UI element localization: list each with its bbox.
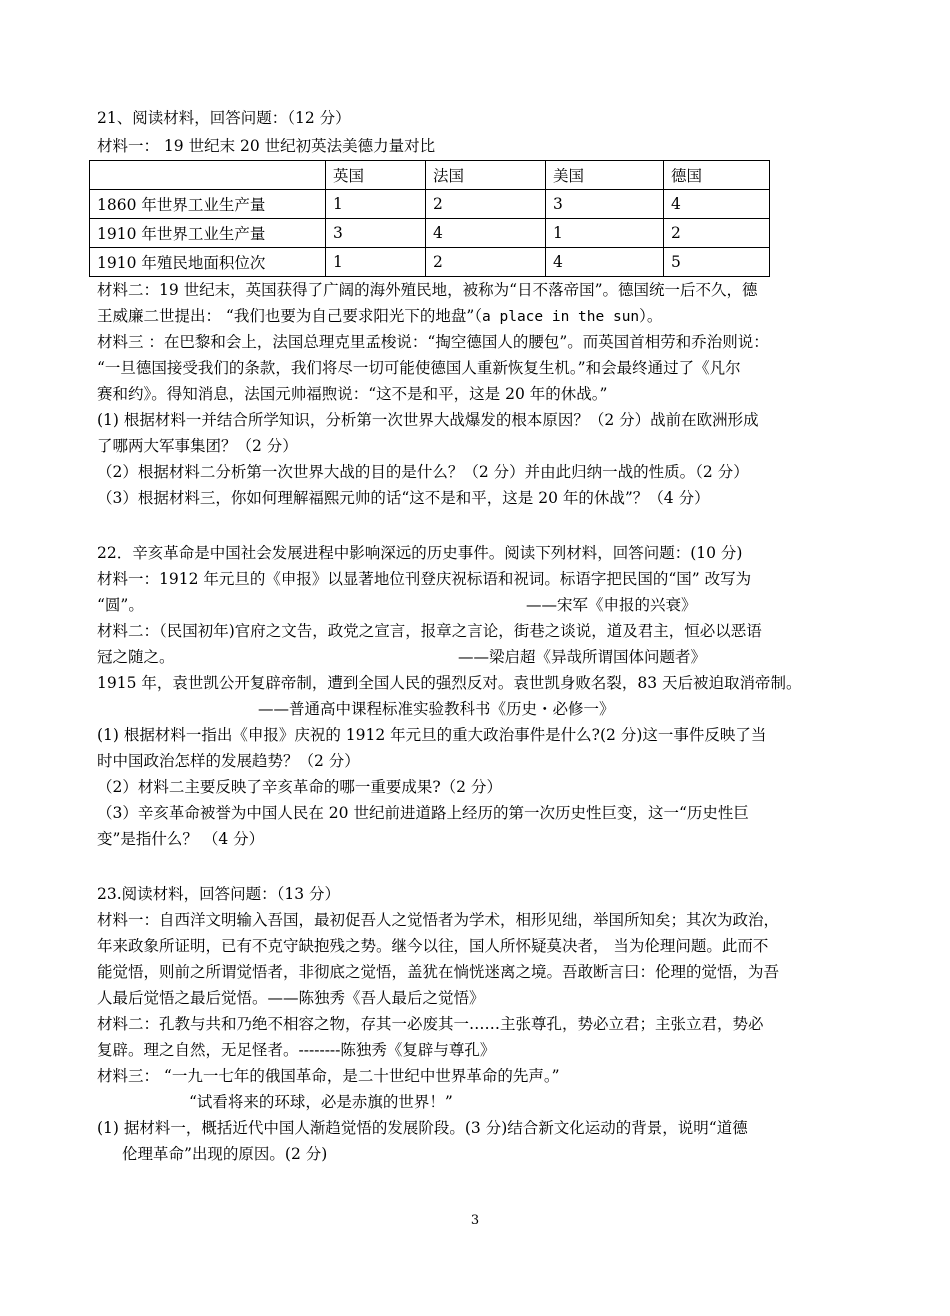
q21-question3: （3）根据材料三，你如何理解福熙元帅的话“这不是和平，这是 20 年的休战”？（4 分） (97, 489, 710, 507)
q21-heading: 21、阅读材料，回答问题：（12 分） (97, 109, 351, 127)
q21-material2-line2 (97, 306, 662, 327)
table-cell: 5 (664, 248, 770, 277)
q23-material2-line1: 材料二：孔教与共和乃绝不相容之物，存其一必废其一……主张尊孔，势必立君；主张立君，势必 (97, 1015, 764, 1033)
q22-heading: 22．辛亥革命是中国社会发展进程中影响深远的历史事件。阅读下列材料，回答问题：(10 分) (97, 544, 743, 562)
table-row (90, 190, 770, 219)
q22-material1-line2: “圆”。 (97, 596, 144, 614)
q23-question1-line1: (1) 据材料一，概括近代中国人渐趋觉悟的发展阶段。(3 分)结合新文化运动的背景，说明“道德 (97, 1119, 748, 1137)
table-cell: 1910 年殖民地面积位次 (90, 248, 326, 277)
table-cell: 4 (426, 219, 546, 248)
q23-material1-line3: 能觉悟，则前之所谓觉悟者，非彻底之觉悟，盖犹在惝恍迷离之境。吾敢断言曰：伦理的觉悟，为吾 (97, 963, 780, 981)
q22-material2-line2: 冠之随之。 (97, 648, 175, 666)
q22-material2-line1: 材料二：（民国初年)官府之文告，政党之宣言，报章之言论，街巷之谈说，道及君主，恒必以恶语 (97, 622, 762, 640)
q21-question2: （2）根据材料二分析第一次世界大战的目的是什么？（2 分）并由此归纳一战的性质。（2 分） (97, 463, 749, 481)
table-cell (90, 161, 326, 190)
q21-material2-text: 王威廉二世提出： “我们也要为自己要求阳光下的地盘”（ (97, 307, 483, 325)
q22-question3-line2: 变”是指什么？ （4 分） (97, 830, 265, 848)
q21-material3-line2: “一旦德国接受我们的条款，我们将尽一切可能使德国人重新恢复生机。”和会最终通过了《凡尔 (97, 359, 741, 377)
q23-material2-line2: 复辟。理之自然，无足怪者。--------陈独秀《复辟与尊孔》 (97, 1041, 496, 1059)
q22-material1-line1: 材料一：1912 年元旦的《申报》以显著地位刊登庆祝标语和祝词。标语字把民国的“国” 改写为 (97, 570, 752, 588)
table-cell: 4 (546, 248, 664, 277)
q22-question1-line1: (1) 根据材料一指出《申报》庆祝的 1912 年元旦的重大政治事件是什么?(2 分)这一事件反映了当 (97, 726, 767, 744)
table-cell: 4 (664, 190, 770, 219)
table-cell: 1 (326, 248, 426, 277)
table-cell: 2 (426, 190, 546, 219)
q22-question1-line2: 时中国政治怎样的发展趋势？（2 分） (97, 752, 360, 770)
q21-material2-english: a place in the sun (482, 309, 640, 325)
q21-question1-line2: 了哪两大军事集团？（2 分） (97, 437, 298, 455)
table-cell: 1 (546, 219, 664, 248)
table-row (90, 248, 770, 277)
page-number: 3 (470, 1213, 480, 1228)
q21-material2-end: ）。 (639, 307, 663, 325)
table-cell: 3 (546, 190, 664, 219)
q23-material1-line2: 年来政象所证明，已有不克守缺抱残之势。继今以往，国人所怀疑莫决者， 当为伦理问题。此而不 (97, 937, 769, 955)
q21-material3-line1: 材料三 ：在巴黎和会上，法国总理克里孟梭说：“掏空德国人的腰包”。而英国首相劳和乔治则说： (97, 333, 769, 351)
q21-material3-line3: 赛和约》。得知消息，法国元帅福煦说：“这不是和平，这是 20 年的休战。” (97, 385, 608, 403)
q23-material3-line1: 材料三： “一九一七年的俄国革命，是二十世纪中世界革命的先声。” (97, 1067, 560, 1085)
table-header-cell: 德国 (664, 161, 770, 190)
table-cell: 2 (664, 219, 770, 248)
q21-question1-line1: (1) 根据材料一并结合所学知识，分析第一次世界大战爆发的根本原因？（2 分）战前在欧洲形成 (97, 411, 759, 429)
q22-material1-source: ——宋军《申报的兴衰》 (526, 596, 697, 614)
table-cell: 1 (326, 190, 426, 219)
q23-heading: 23.阅读材料，回答问题：（13 分） (97, 885, 341, 903)
q21-material2-line1: 材料二：19 世纪末，英国获得了广阔的海外殖民地，被称为“日不落帝国”。德国统一后不久，德 (97, 281, 758, 299)
table-cell: 1910 年世界工业生产量 (90, 219, 326, 248)
table-header-row (90, 161, 770, 190)
q22-material3-line1: 1915 年，袁世凯公开复辟帝制，遭到全国人民的强烈反对。袁世凯身败名裂，83 天后被迫取消帝制。 (97, 674, 802, 692)
q22-question3-line1: （3）辛亥革命被誉为中国人民在 20 世纪前进道路上经历的第一次历史性巨变，这一“历史性巨 (97, 804, 749, 822)
q22-material2-source: ——梁启超《异哉所谓国体问题者》 (458, 648, 707, 666)
table-header-cell: 英国 (326, 161, 426, 190)
table-header-cell: 法国 (426, 161, 546, 190)
q21-material1-label: 材料一： 19 世纪末 20 世纪初英法美德力量对比 (97, 137, 436, 155)
q22-material3-source: ——普通高中课程标准实验教科书《历史・必修一》 (258, 700, 615, 718)
q22-question2: （2）材料二主要反映了辛亥革命的哪一重要成果?（2 分） (97, 778, 502, 796)
q23-material3-line2: “试看将来的环球，必是赤旗的世界！” (189, 1093, 453, 1111)
table-row (90, 219, 770, 248)
table-cell: 2 (426, 248, 546, 277)
q23-material1-line1: 材料一：自西洋文明输入吾国，最初促吾人之觉悟者为学术，相形见绌，举国所知矣；其次为政治， (97, 911, 780, 929)
q23-material1-line4: 人最后觉悟之最后觉悟。——陈独秀《吾人最后之觉悟》 (97, 989, 485, 1007)
table-cell: 1860 年世界工业生产量 (90, 190, 326, 219)
power-comparison-table (89, 160, 770, 277)
table-header-cell: 美国 (546, 161, 664, 190)
q23-question1-line2: 伦理革命”出现的原因。(2 分) (122, 1145, 328, 1163)
table-cell: 3 (326, 219, 426, 248)
